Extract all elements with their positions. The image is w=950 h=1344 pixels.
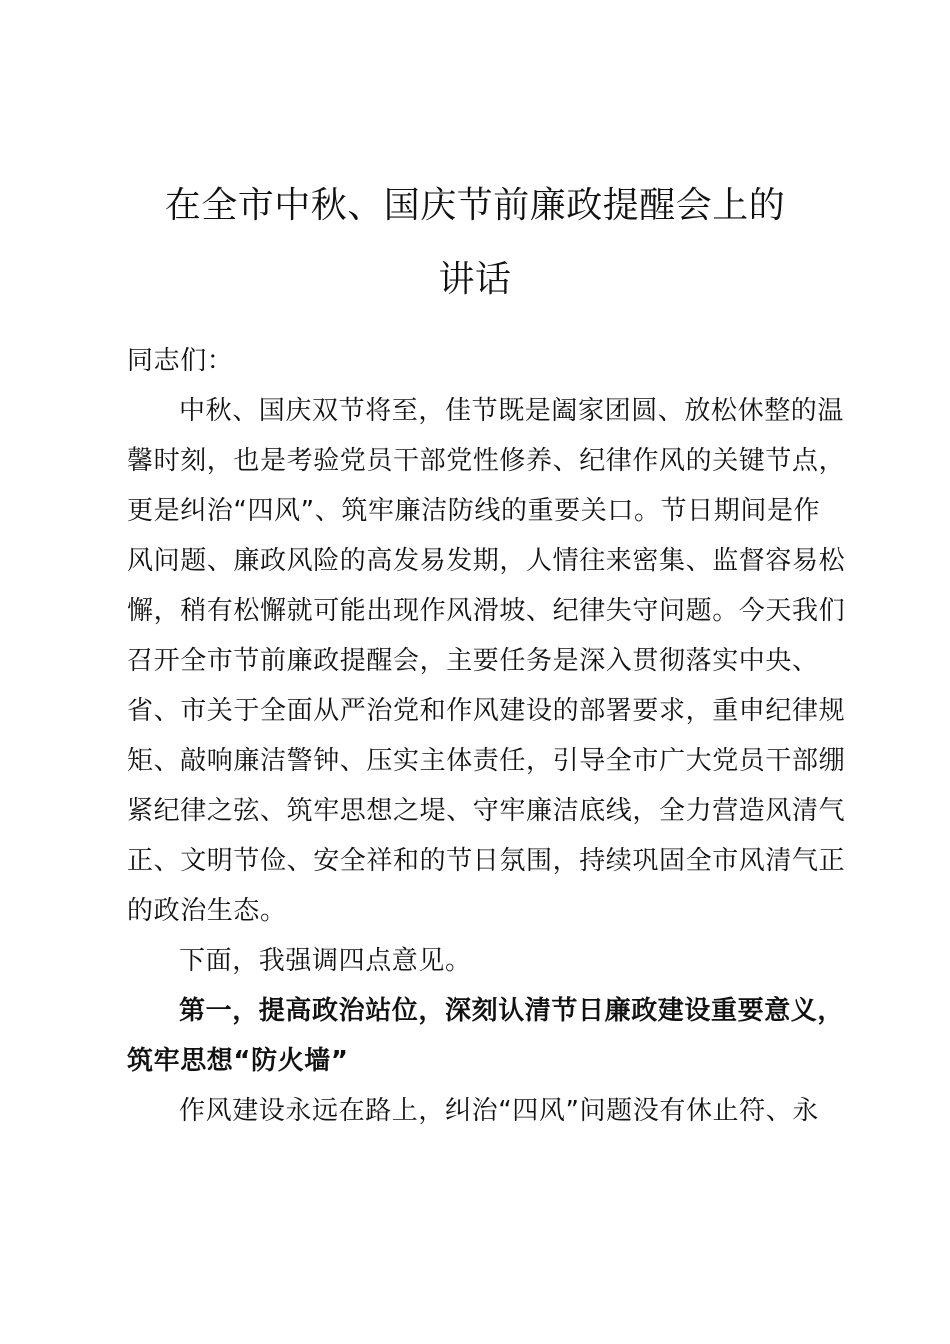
paragraph-line: 矩、敲响廉洁警钟、压实主体责任，引导全市广大党员干部绷 xyxy=(127,746,846,776)
document-title-line-2: 讲话 xyxy=(438,259,512,300)
paragraph-line: 省、市关于全面从严治党和作风建设的部署要求，重申纪律规 xyxy=(127,696,846,726)
document-title-line-1: 在全市中秋、国庆节前廉政提醒会上的 xyxy=(164,185,786,226)
paragraph-line: 风问题、廉政风险的高发易发期，人情往来密集、监督容易松 xyxy=(127,546,846,576)
paragraph-line: 召开全市节前廉政提醒会，主要任务是深入贯彻落实中央、 xyxy=(127,646,819,676)
section-heading-line: 筑牢思想“防火墙” xyxy=(127,1046,349,1076)
paragraph-line: 更是纠治“四风”、筑牢廉洁防线的重要关口。节日期间是作 xyxy=(127,496,821,526)
section-heading-line: 第一，提高政治站位，深刻认清节日廉政建设重要意义， xyxy=(179,996,845,1026)
document-body xyxy=(127,336,846,1136)
paragraph-line: 馨时刻，也是考验党员干部党性修养、纪律作风的关键节点， xyxy=(127,446,846,476)
paragraph-line: 正、文明节俭、安全祥和的节日氛围，持续巩固全市风清气正 xyxy=(127,846,846,876)
paragraph-line: 下面，我强调四点意见。 xyxy=(179,946,472,976)
paragraph-line: 中秋、国庆双节将至，佳节既是阖家团圆、放松休整的温 xyxy=(179,396,845,426)
salutation: 同志们： xyxy=(127,346,234,376)
paragraph-line: 懈，稍有松懈就可能出现作风滑坡、纪律失守问题。今天我们 xyxy=(127,596,846,626)
paragraph-line: 的政治生态。 xyxy=(127,896,287,926)
paragraph-line: 紧纪律之弦、筑牢思想之堤、守牢廉洁底线，全力营造风清气 xyxy=(127,796,846,826)
paragraph-line: 作风建设永远在路上，纠治“四风”问题没有休止符、永 xyxy=(179,1096,819,1126)
